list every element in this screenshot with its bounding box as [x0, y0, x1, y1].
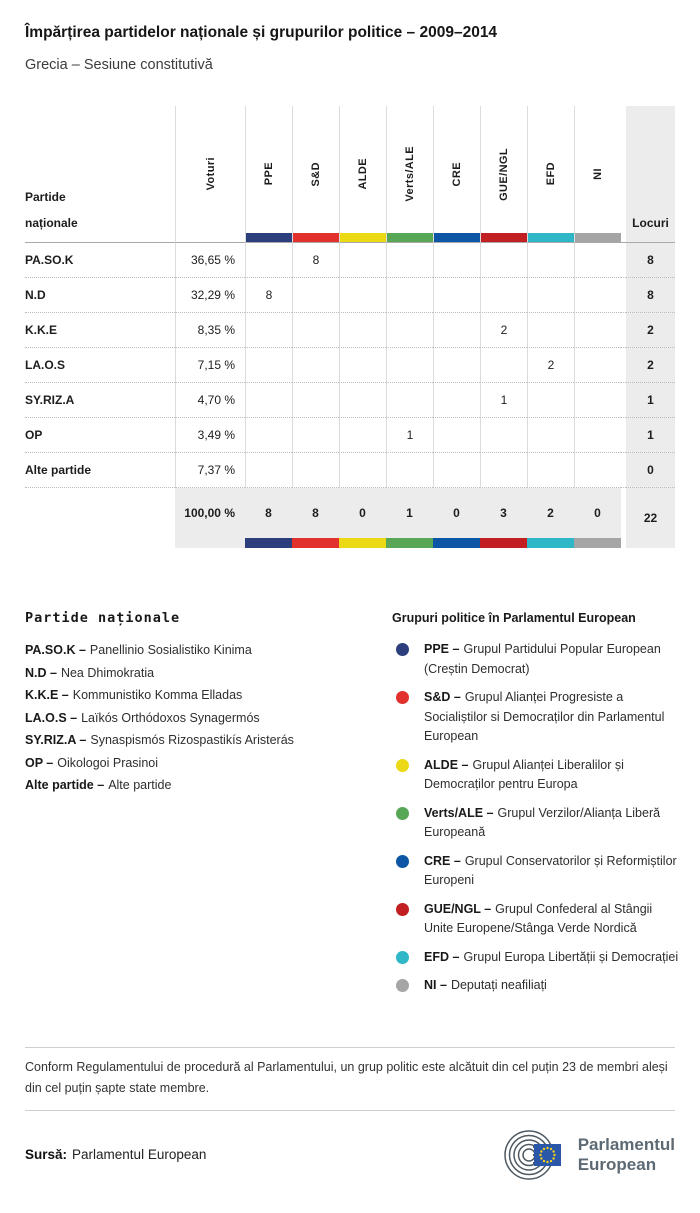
- total-group-cell: 0: [339, 488, 386, 548]
- group-color-bar: [434, 233, 480, 242]
- col-header-locuri: Locuri: [626, 106, 675, 243]
- results-table: [25, 106, 675, 548]
- legend-group-item: EFD – Grupul Europa Libertății și Democrației: [392, 948, 682, 968]
- divider: [25, 1047, 675, 1048]
- legend-party-item: N.D – Nea Dhimokratia: [25, 665, 155, 680]
- group-seats-cell: [527, 383, 574, 418]
- group-seats-cell: [245, 418, 292, 453]
- group-seats-cell: [292, 418, 339, 453]
- total-group-cell: 1: [386, 488, 433, 548]
- group-seats-cell: [433, 383, 480, 418]
- legend-group-item: PPE – Grupul Partidului Popular European (Creștin Democrat): [392, 640, 682, 679]
- votes-cell: 7,15 %: [175, 348, 245, 383]
- group-seats-cell: [245, 383, 292, 418]
- group-color-bar: [340, 233, 386, 242]
- votes-cell: 32,29 %: [175, 278, 245, 313]
- col-header-alde: ALDE: [339, 106, 386, 243]
- total-empty-cell: [25, 488, 175, 548]
- legend-party-item: PA.SO.K – Panellinio Sosialistiko Kinima: [25, 643, 252, 657]
- group-color-bar: [339, 538, 386, 548]
- total-group-cell: 8: [292, 488, 339, 548]
- col-header-ni: NI: [574, 106, 621, 243]
- group-color-bar: [574, 538, 621, 548]
- group-seats-cell: [433, 278, 480, 313]
- group-seats-cell: [386, 243, 433, 278]
- legend-party-item: SY.RIZ.A – Synaspismós Rizospastikís Aristerás: [25, 733, 294, 747]
- footer-bottom: [25, 1127, 675, 1183]
- legend-party-item: K.K.E – Kommunistiko Komma Elladas: [25, 688, 243, 702]
- group-color-dot: [396, 903, 409, 916]
- logo-text: Parlamentul European: [577, 1134, 675, 1174]
- total-group-cell: 0: [433, 488, 480, 548]
- party-name-cell: PA.SO.K: [25, 243, 175, 278]
- group-seats-cell: [480, 418, 527, 453]
- group-seats-cell: [245, 243, 292, 278]
- source-value: Parlamentul European: [72, 1147, 207, 1162]
- votes-cell: 8,35 %: [175, 313, 245, 348]
- group-seats-cell: [574, 348, 621, 383]
- seats-cell: 8: [626, 278, 675, 313]
- total-group-cell: 8: [245, 488, 292, 548]
- group-seats-cell: [574, 278, 621, 313]
- group-seats-cell: [527, 418, 574, 453]
- votes-cell: 36,65 %: [175, 243, 245, 278]
- group-seats-cell: [386, 278, 433, 313]
- seats-cell: 2: [626, 348, 675, 383]
- group-color-bar: [292, 538, 339, 548]
- group-seats-cell: [480, 453, 527, 488]
- groups-legend: [392, 610, 682, 1005]
- party-name-cell: K.K.E: [25, 313, 175, 348]
- col-header-voturi: Voturi: [175, 106, 245, 243]
- group-color-bar: [387, 233, 433, 242]
- group-color-bar: [293, 233, 339, 242]
- group-color-dot: [396, 951, 409, 964]
- source-label: Sursă:: [25, 1147, 68, 1162]
- legend-group-item: CRE – Grupul Conservatorilor și Reformiștilor Europeni: [392, 852, 682, 891]
- page-title: Împărțirea partidelor naționale și grupurilor politice – 2009–2014: [25, 24, 498, 41]
- group-seats-cell: [292, 348, 339, 383]
- legend-group-item: ALDE – Grupul Alianței Liberalilor și Democraților pentru Europa: [392, 756, 682, 795]
- group-seats-cell: [339, 383, 386, 418]
- group-seats-cell: [292, 278, 339, 313]
- group-seats-cell: [480, 278, 527, 313]
- group-seats-cell: [433, 243, 480, 278]
- party-name-cell: N.D: [25, 278, 175, 313]
- group-seats-cell: [527, 243, 574, 278]
- group-seats-cell: 2: [480, 313, 527, 348]
- group-seats-cell: 1: [386, 418, 433, 453]
- group-seats-cell: [386, 383, 433, 418]
- col-header-cre: CRE: [433, 106, 480, 243]
- total-votes-cell: 100,00 %: [175, 488, 245, 548]
- legend-party-item: OP – Oikologoi Prasinoi: [25, 755, 159, 770]
- group-seats-cell: [433, 348, 480, 383]
- col-header-efd: EFD: [527, 106, 574, 243]
- groups-legend-heading: Grupuri politice în Parlamentul European: [392, 611, 636, 625]
- group-seats-cell: [433, 313, 480, 348]
- legend-party-item: LA.O.S – Laïkós Orthódoxos Synagermós: [25, 710, 260, 725]
- group-color-bar: [433, 538, 480, 548]
- group-seats-cell: 8: [292, 243, 339, 278]
- total-seats-cell: 22: [626, 488, 675, 548]
- group-color-bar: [527, 538, 574, 548]
- party-name-cell: Alte partide: [25, 453, 175, 488]
- total-group-cell: 2: [527, 488, 574, 548]
- seats-cell: 2: [626, 313, 675, 348]
- seats-cell: 0: [626, 453, 675, 488]
- seats-cell: 8: [626, 243, 675, 278]
- source-line: [25, 1147, 206, 1162]
- group-seats-cell: [339, 348, 386, 383]
- legend-group-item: S&D – Grupul Alianței Progresiste a Socialiștilor si Democraților din Parlamentul European: [392, 688, 682, 747]
- group-color-bar: [481, 233, 527, 242]
- group-seats-cell: [433, 418, 480, 453]
- group-seats-cell: [386, 313, 433, 348]
- legend-party-item: Alte partide – Alte partide: [25, 778, 172, 792]
- group-seats-cell: [574, 313, 621, 348]
- group-seats-cell: [386, 348, 433, 383]
- group-color-bar: [480, 538, 527, 548]
- legends-section: [25, 610, 679, 1005]
- party-name-cell: OP: [25, 418, 175, 453]
- group-seats-cell: 2: [527, 348, 574, 383]
- group-color-dot: [396, 979, 409, 992]
- group-color-dot: [396, 643, 409, 656]
- votes-cell: 4,70 %: [175, 383, 245, 418]
- group-seats-cell: [527, 278, 574, 313]
- european-parliament-logo: [503, 1127, 675, 1183]
- group-color-bar: [575, 233, 621, 242]
- group-seats-cell: [480, 243, 527, 278]
- group-seats-cell: [339, 243, 386, 278]
- party-name-cell: LA.O.S: [25, 348, 175, 383]
- group-color-dot: [396, 807, 409, 820]
- parties-legend: [25, 610, 392, 1005]
- group-seats-cell: [245, 348, 292, 383]
- group-seats-cell: [574, 453, 621, 488]
- seats-cell: 1: [626, 383, 675, 418]
- procedure-note: Conform Regulamentului de procedură al Parlamentului, un grup politic este alcătuit din cel puțin 23 de membri aleși din cel puțin șapte state membre.: [25, 1059, 668, 1095]
- divider: [25, 1110, 675, 1111]
- col-header-verts-ale: Verts/ALE: [386, 106, 433, 243]
- legend-group-item: Verts/ALE – Grupul Verzilor/Alianța Liberă Europeană: [392, 804, 682, 843]
- seats-cell: 1: [626, 418, 675, 453]
- votes-cell: 7,37 %: [175, 453, 245, 488]
- group-seats-cell: [292, 383, 339, 418]
- group-color-bar: [246, 233, 292, 242]
- group-seats-cell: [339, 278, 386, 313]
- group-seats-cell: [339, 418, 386, 453]
- group-color-dot: [396, 759, 409, 772]
- group-color-dot: [396, 855, 409, 868]
- group-seats-cell: [339, 313, 386, 348]
- group-seats-cell: 1: [480, 383, 527, 418]
- group-seats-cell: [245, 313, 292, 348]
- col-header-partide-nationale: Partide naționale: [25, 106, 175, 243]
- col-header-gue-ngl: GUE/NGL: [480, 106, 527, 243]
- parties-legend-heading: Partide naționale: [25, 610, 181, 626]
- group-seats-cell: [433, 453, 480, 488]
- group-seats-cell: [574, 243, 621, 278]
- group-seats-cell: [245, 453, 292, 488]
- group-seats-cell: [574, 418, 621, 453]
- group-color-bar: [245, 538, 292, 548]
- group-color-bar: [528, 233, 574, 242]
- legend-group-item: GUE/NGL – Grupul Confederal al Stângii Unite Europene/Stânga Verde Nordică: [392, 900, 682, 939]
- total-group-cell: 3: [480, 488, 527, 548]
- col-header-sd: S&D: [292, 106, 339, 243]
- ep-hemicycle-flag-icon: [503, 1127, 569, 1183]
- group-seats-cell: [339, 453, 386, 488]
- group-color-bar: [386, 538, 433, 548]
- col-header-ppe: PPE: [245, 106, 292, 243]
- legend-group-item: NI – Deputați neafiliați: [392, 976, 682, 996]
- party-name-cell: SY.RIZ.A: [25, 383, 175, 418]
- group-seats-cell: [527, 313, 574, 348]
- group-seats-cell: [480, 348, 527, 383]
- group-seats-cell: [574, 383, 621, 418]
- group-seats-cell: [292, 313, 339, 348]
- group-seats-cell: [386, 453, 433, 488]
- group-seats-cell: 8: [245, 278, 292, 313]
- total-group-cell: 0: [574, 488, 621, 548]
- group-seats-cell: [527, 453, 574, 488]
- group-seats-cell: [292, 453, 339, 488]
- votes-cell: 3,49 %: [175, 418, 245, 453]
- page-subtitle: Grecia – Sesiune constitutivă: [25, 57, 213, 73]
- group-color-dot: [396, 691, 409, 704]
